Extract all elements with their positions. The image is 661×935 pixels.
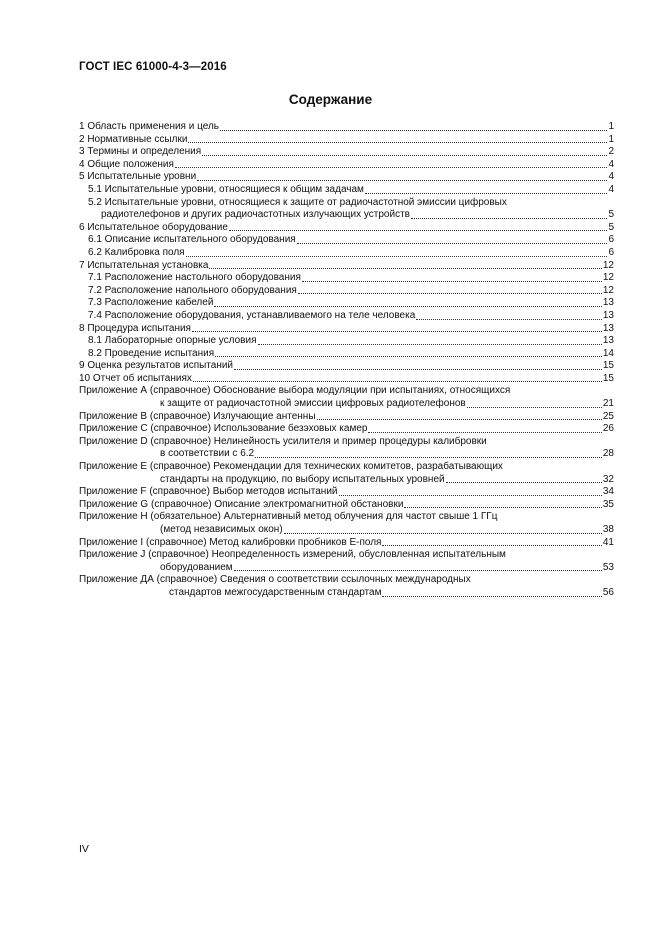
toc-entry-page: 13 xyxy=(602,297,614,309)
toc-entry xyxy=(79,247,614,260)
toc-entry xyxy=(79,184,614,197)
dot-leader xyxy=(209,267,601,269)
toc-entry xyxy=(79,121,614,134)
toc-entry xyxy=(79,385,614,398)
toc-entry-title: Приложение А (справочное) Обоснование выбора модуляции при испытаниях, относящихся xyxy=(79,385,511,397)
toc-entry-title: 5 Испытательные уровни xyxy=(79,171,197,183)
toc-entry xyxy=(79,411,614,424)
dot-leader xyxy=(214,305,601,307)
toc-entry-title: Приложение D (справочное) Нелинейность усилителя и пример процедуры калибровки xyxy=(79,435,487,447)
toc-entry-page: 41 xyxy=(602,536,614,548)
toc-entry xyxy=(79,549,614,562)
dot-leader xyxy=(416,318,602,320)
toc-entry xyxy=(79,285,614,298)
toc-entry-page: 26 xyxy=(602,423,614,435)
dot-leader xyxy=(188,141,607,143)
toc-entry-title: 3 Термины и определения xyxy=(79,146,202,158)
page-number: IV xyxy=(79,843,89,855)
dot-leader xyxy=(339,494,602,496)
toc-entry-title: в соответствии с 6.2 xyxy=(160,448,255,460)
toc-entry-page: 4 xyxy=(608,171,614,183)
toc-entry-title: Приложение F (справочное) Выбор методов испытаний xyxy=(79,486,338,498)
toc-entry-title: стандарты на продукцию, по выбору испытательных уровней xyxy=(160,473,445,485)
toc-entry-page: 12 xyxy=(602,272,614,284)
toc-entry xyxy=(79,272,614,285)
toc-entry xyxy=(79,562,614,575)
table-of-contents xyxy=(79,121,614,600)
toc-entry-title: 7.3 Расположение кабелей xyxy=(88,297,214,309)
toc-entry-title: 6 Испытательное оборудование xyxy=(79,221,228,233)
dot-leader xyxy=(302,280,602,282)
toc-entry-title: радиотелефонов и других радиочастотных излучающих устройств xyxy=(101,209,410,221)
toc-entry xyxy=(79,486,614,499)
dot-leader xyxy=(446,481,602,483)
toc-entry-page: 5 xyxy=(608,221,614,233)
toc-entry-title: к защите от радиочастотной эмиссии цифровых радиотелефонов xyxy=(160,398,466,410)
toc-entry-title: Приложение ДА (справочное) Сведения о соответствии ссылочных международных xyxy=(79,574,471,586)
toc-entry-page: 2 xyxy=(608,146,614,158)
toc-entry-title: Приложение В (справочное) Излучающие антенны xyxy=(79,410,316,422)
toc-entry-title: Приложение С (справочное) Использование безэховых камер xyxy=(79,423,368,435)
toc-entry-title: 4 Общие положения xyxy=(79,158,174,170)
toc-entry-title: 6.1 Описание испытательного оборудования xyxy=(88,234,296,246)
toc-entry xyxy=(79,197,614,210)
toc-entry-page: 53 xyxy=(602,561,614,573)
toc-entry-page: 35 xyxy=(602,498,614,510)
toc-entry-title: 10 Отчет об испытаниях xyxy=(79,372,192,384)
toc-entry xyxy=(79,310,614,323)
toc-entry xyxy=(79,511,614,524)
dot-leader xyxy=(404,506,601,508)
dot-leader xyxy=(193,380,602,382)
dot-leader xyxy=(258,343,602,345)
toc-entry xyxy=(79,159,614,172)
toc-entry xyxy=(79,209,614,222)
toc-entry-page: 21 xyxy=(602,398,614,410)
dot-leader xyxy=(234,569,602,571)
toc-entry-page: 6 xyxy=(608,246,614,258)
dot-leader xyxy=(365,192,608,194)
toc-entry xyxy=(79,587,614,600)
dot-leader xyxy=(229,229,608,231)
toc-entry-title: стандартов межгосударственным стандартам xyxy=(169,586,382,598)
toc-entry-page: 15 xyxy=(602,372,614,384)
toc-entry xyxy=(79,360,614,373)
dot-leader xyxy=(368,431,601,433)
toc-entry-title: 8.2 Проведение испытания xyxy=(88,347,215,359)
dot-leader xyxy=(297,242,608,244)
toc-entry-page: 12 xyxy=(602,284,614,296)
toc-entry-title: Приложение Н (обязательное) Альтернативный метод облучения для частот свыше 1 ГГц xyxy=(79,511,498,523)
toc-entry-title: 2 Нормативные ссылки xyxy=(79,133,188,145)
toc-entry-title: 7 Испытательная установка xyxy=(79,259,209,271)
dot-leader xyxy=(197,179,607,181)
toc-entry-page: 1 xyxy=(608,121,614,132)
toc-entry xyxy=(79,574,614,587)
toc-entry-title: 9 Оценка результатов испытаний xyxy=(79,360,234,372)
toc-entry xyxy=(79,348,614,361)
toc-entry-page: 4 xyxy=(608,183,614,195)
toc-entry-page: 14 xyxy=(602,347,614,359)
toc-entry xyxy=(79,297,614,310)
toc-entry-page: 32 xyxy=(602,473,614,485)
toc-entry xyxy=(79,234,614,247)
toc-entry-title: 8.1 Лабораторные опорные условия xyxy=(88,335,257,347)
dot-leader xyxy=(215,355,602,357)
toc-entry-page: 5 xyxy=(608,209,614,221)
toc-entry-title: 7.2 Расположение напольного оборудования xyxy=(88,284,297,296)
toc-entry xyxy=(79,146,614,159)
toc-entry xyxy=(79,373,614,386)
toc-entry xyxy=(79,134,614,147)
toc-entry-page: 13 xyxy=(602,309,614,321)
toc-entry-title: Приложение I (справочное) Метод калибровки пробников Е-поля xyxy=(79,536,382,548)
toc-entry-page: 38 xyxy=(602,524,614,535)
dot-leader xyxy=(411,217,607,219)
dot-leader xyxy=(192,330,602,332)
toc-entry-page: 12 xyxy=(602,259,614,271)
dot-leader xyxy=(284,532,602,534)
toc-entry-title: 5.1 Испытательные уровни, относящиеся к общим задачам xyxy=(88,183,364,195)
toc-entry-title: 1 Область применения и цель xyxy=(79,121,219,132)
document-code: ГОСТ IEC 61000-4-3—2016 xyxy=(79,61,227,73)
toc-entry xyxy=(79,448,614,461)
toc-entry-title: 7.1 Расположение настольного оборудования xyxy=(88,272,301,284)
toc-entry-title: 7.4 Расположение оборудования, устанавливаемого на теле человека xyxy=(88,309,416,321)
toc-entry-title: (метод независимых окон) xyxy=(160,524,283,535)
toc-entry-page: 4 xyxy=(608,158,614,170)
dot-leader xyxy=(175,166,608,168)
dot-leader xyxy=(220,129,607,131)
toc-entry xyxy=(79,335,614,348)
toc-entry xyxy=(79,537,614,550)
toc-entry-page: 15 xyxy=(602,360,614,372)
toc-entry-page: 28 xyxy=(602,448,614,460)
dot-leader xyxy=(234,368,602,370)
toc-entry-page: 13 xyxy=(602,322,614,334)
toc-entry-title: Приложение G (справочное) Описание электромагнитной обстановки xyxy=(79,498,404,510)
toc-entry-title: 5.2 Испытательные уровни, относящиеся к защите от радиочастотной эмиссии цифровых xyxy=(88,196,507,208)
toc-entry xyxy=(79,524,614,537)
toc-entry-page: 25 xyxy=(602,410,614,422)
toc-entry xyxy=(79,474,614,487)
dot-leader xyxy=(255,456,602,458)
toc-entry-title: 8 Процедура испытания xyxy=(79,322,191,334)
toc-entry-title: Приложение J (справочное) Неопределенность измерений, обусловленная испытательным xyxy=(79,549,506,561)
dot-leader xyxy=(467,406,602,408)
toc-entry-title: 6.2 Калибровка поля xyxy=(88,246,185,258)
toc-entry xyxy=(79,222,614,235)
toc-entry xyxy=(79,171,614,184)
toc-title: Содержание xyxy=(288,92,373,107)
toc-entry xyxy=(79,423,614,436)
toc-entry-page: 1 xyxy=(608,133,614,145)
toc-entry-title: оборудованием xyxy=(160,561,233,573)
toc-entry-page: 6 xyxy=(608,234,614,246)
toc-entry xyxy=(79,499,614,512)
toc-entry-title: Приложение Е (справочное) Рекомендации для технических комитетов, разрабатывающих xyxy=(79,461,503,473)
dot-leader xyxy=(382,544,601,546)
toc-entry xyxy=(79,436,614,449)
dot-leader xyxy=(298,292,602,294)
dot-leader xyxy=(202,154,607,156)
toc-entry-page: 13 xyxy=(602,335,614,347)
toc-entry xyxy=(79,461,614,474)
toc-entry xyxy=(79,260,614,273)
toc-entry xyxy=(79,398,614,411)
dot-leader xyxy=(382,595,601,597)
toc-entry xyxy=(79,323,614,336)
toc-entry-page: 34 xyxy=(602,486,614,498)
dot-leader xyxy=(317,418,602,420)
dot-leader xyxy=(186,255,608,257)
toc-entry-page: 56 xyxy=(602,586,614,598)
